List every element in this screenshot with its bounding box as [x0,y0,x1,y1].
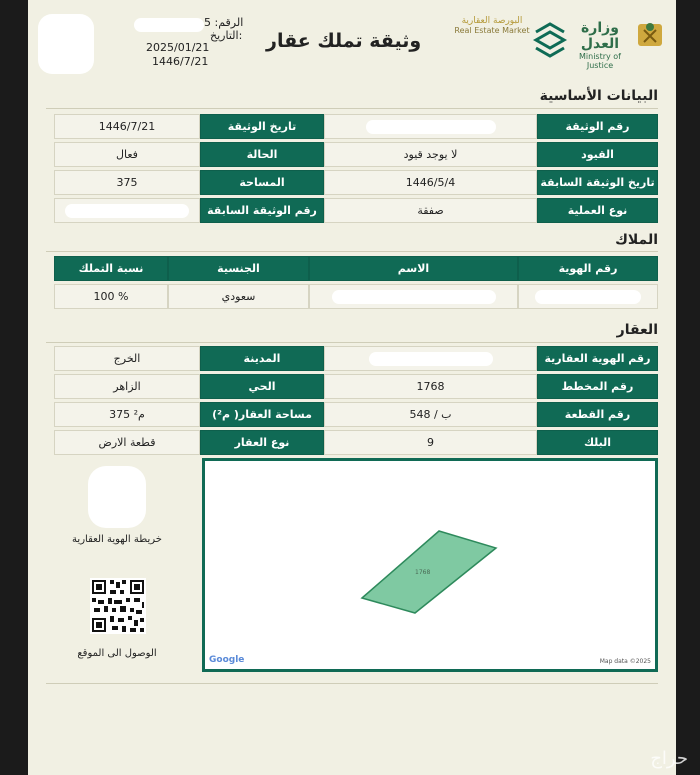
label-district: الحي [200,374,324,399]
label-doc-date: تاريخ الوثيقة [200,114,324,139]
map-qr-label: خريطة الهوية العقارية [72,534,162,545]
owner-nationality: سعودي [168,284,309,309]
divider [46,683,658,684]
watermark: حراج [650,748,688,769]
value-plot-number: ب / 548 [324,402,537,427]
label-restrictions: القيود [537,142,658,167]
emblem-icon [634,18,666,52]
google-logo: Google [209,655,245,665]
value-area: 375 [54,170,200,195]
owner-share: 100 % [54,284,168,309]
label-block: البلك [537,430,658,455]
property-section-title: العقار [616,322,658,338]
owner-id [518,284,658,309]
value-status: فعال [54,142,200,167]
ministry-logo: وزارة العدل Ministry of Justice [570,20,630,70]
value-plan-number: 1768 [324,374,537,399]
owners-section-title: الملاك [615,232,658,248]
ministry-logo-text: Ministry of Justice [579,52,621,70]
label-status: الحالة [200,142,324,167]
owner-name [309,284,518,309]
label-operation-type: نوع العملية [537,198,658,223]
map-copyright: Map data ©2025 [599,658,651,665]
document-header [28,0,676,80]
date-value: 2025/01/21 [146,41,210,54]
label-prev-doc-date: تاريخ الوثيقة السابقة [537,170,658,195]
real-estate-logo: البورصة العقارية Real Estate Market [452,16,532,35]
label-city: المدينة [200,346,324,371]
redacted-qr [38,14,94,74]
divider [46,342,658,343]
owners-header-id: رقم الهوية [518,256,658,281]
value-doc-date: 1446/7/21 [54,114,200,139]
value-restrictions: لا يوجد قيود [324,142,537,167]
redacted-prev-doc-number [65,204,189,218]
label-property-id: رقم الهوية العقارية [537,346,658,371]
location-qr-code[interactable] [90,578,146,634]
layers-logo-icon [532,18,568,58]
basic-section-title: البيانات الأساسية [539,88,658,104]
label-prev-doc-number: رقم الوثيقة السابقة [200,198,324,223]
divider [46,108,658,109]
redacted-map-qr [88,466,146,528]
redacted-ref [134,18,204,32]
redacted-doc-number [366,120,496,134]
value-property-area: 375 م² [54,402,200,427]
page-title: وثيقة تملك عقار [266,30,422,52]
value-prev-doc-date: 1446/5/4 [324,170,537,195]
document-page [28,0,676,775]
parcel-label: 1768 [415,569,431,576]
label-property-area: مساحة العقار( م²) [200,402,324,427]
property-map[interactable] [202,458,658,672]
value-operation-type: صفقة [324,198,537,223]
value-doc-number [324,114,537,139]
divider [46,251,658,252]
label-area: المساحة [200,170,324,195]
map-canvas [205,461,655,669]
redacted-property-id [369,352,493,366]
real-estate-logo-text: Real Estate Market [454,26,530,35]
redacted-owner-id [535,290,641,304]
value-block: 9 [324,430,537,455]
value-prev-doc-number [54,198,200,223]
owners-header-share: نسبة التملك [54,256,168,281]
date-label: التاريخ: [210,29,243,42]
hijri-date: 1446/7/21 [152,55,209,68]
label-plot-number: رقم القطعة [537,402,658,427]
owners-header-name: الاسم [309,256,518,281]
label-doc-number: رقم الوثيقة [537,114,658,139]
label-plan-number: رقم المخطط [537,374,658,399]
value-property-id [324,346,537,371]
value-city: الخرج [54,346,200,371]
redacted-owner-name [332,290,496,304]
owners-header-nationality: الجنسية [168,256,309,281]
label-property-type: نوع العقار [200,430,324,455]
location-qr-label: الوصول الى الموقع [77,648,157,659]
value-property-type: قطعة الارض [54,430,200,455]
ref-label: الرقم: 5 [204,16,244,29]
value-district: الزاهر [54,374,200,399]
